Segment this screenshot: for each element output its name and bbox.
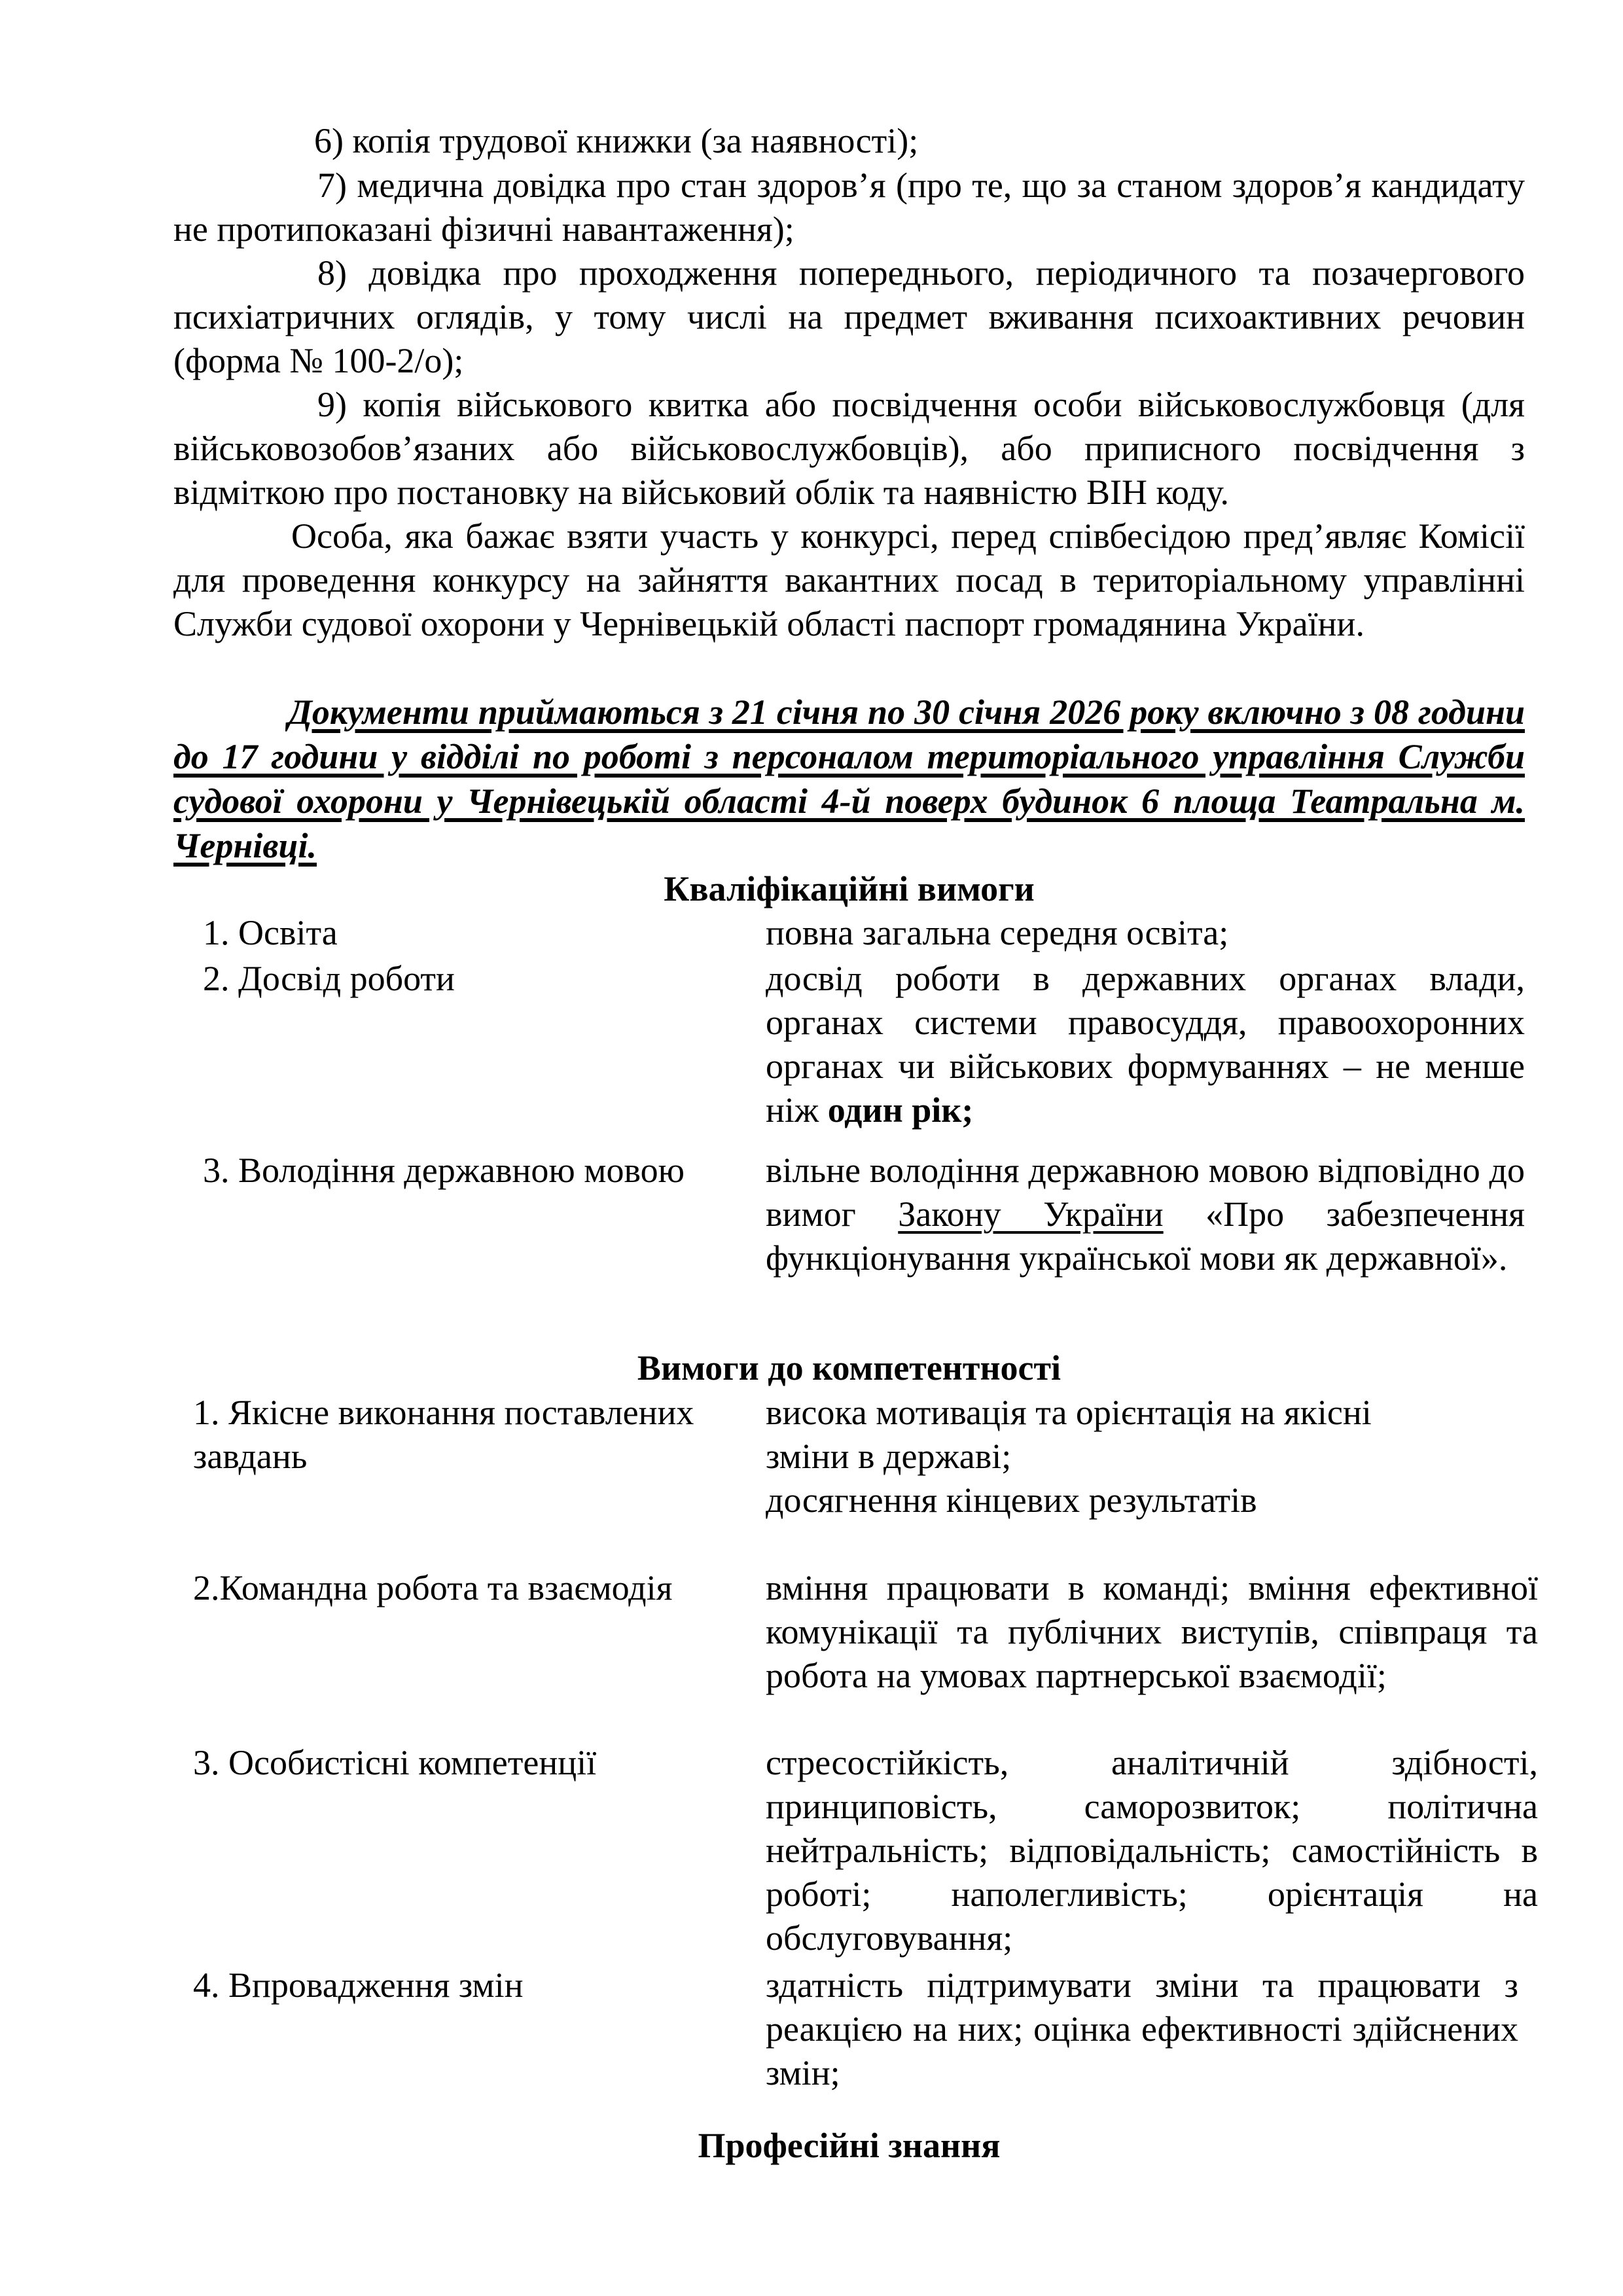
competence-row-2-label: 2.Командна робота та взаємодія xyxy=(193,1568,673,1607)
list-item-7-text: 7) медична довідка про стан здоров’я (про те, що за станом здоров’я кандидату не протипоказані фізичні навантаження); xyxy=(173,166,1525,249)
competence-heading: Вимоги до компетентності xyxy=(637,1348,1061,1388)
documents-notice-text: Документи приймаються з 21 січня по 30 січня 2026 року включно з 08 години до 17 години у відділі по роботі з персоналом територіального управління Служби судової охорони у Чернівецькій області 4-й поверх будинок 6 площа Театральна м. Чернівці. xyxy=(173,692,1525,865)
competence-row-2-value: вміння працювати в команді; вміння ефективної комунікації та публічних виступів, співпраця та робота на умовах партнерської взаємодії; xyxy=(766,1568,1538,1695)
passport-paragraph xyxy=(173,514,1525,646)
competence-row-3-label: 3. Особистісні компетенції xyxy=(193,1743,597,1782)
competence-row-4-label: 4. Впровадження змін xyxy=(193,1965,524,2005)
qualification-row-3-label: 3. Володіння державною мовою xyxy=(203,1151,685,1190)
competence-row-1-value-line-1: висока мотивація та орієнтація на якісні xyxy=(766,1393,1372,1432)
qualification-heading: Кваліфікаційні вимоги xyxy=(664,869,1035,908)
qualification-row-3-value-text: вільне володіння державною мовою відповідно до вимог xyxy=(766,1151,1525,1234)
qualification-row-1-label: 1. Освіта xyxy=(203,913,338,952)
list-item-9 xyxy=(173,383,1525,514)
qualification-row-3-value-suffix: «Про забезпечення функціонування української мови як державної». xyxy=(766,1194,1525,1278)
competence-row-3-value: стресостійкість, аналітичній здібності, принциповість, саморозвиток; політична нейтральність; відповідальність; самостійність в роботі; наполегливість; орієнтація на обслуговування; xyxy=(766,1743,1538,1958)
list-item-6-text: 6) копія трудової книжки (за наявності); xyxy=(314,121,919,160)
qualification-row-2-value-bold: один рік xyxy=(827,1090,962,1130)
qualification-row-2-value-text: досвід роботи в державних органах влади, органах системи правосуддя, правоохоронних органах чи військових формуваннях – не менше ніж xyxy=(766,959,1525,1130)
competence-row-4-value: здатність підтримувати зміни та працювати з реакцією на них; оцінка ефективності здійснених змін; xyxy=(766,1965,1518,2092)
qualification-row-2-label: 2. Досвід роботи xyxy=(203,959,455,998)
qualification-row-3-value xyxy=(766,1149,1525,1280)
competence-row-1-value-line-3: досягнення кінцевих результатів xyxy=(766,1480,1257,1520)
list-item-8 xyxy=(173,251,1525,383)
qualification-row-2-value xyxy=(766,957,1525,1132)
law-of-ukraine-link[interactable]: Закону України xyxy=(898,1194,1164,1234)
competence-row-1-value xyxy=(766,1391,1538,1522)
documents-notice xyxy=(173,690,1525,868)
list-item-6 xyxy=(173,119,1525,163)
competence-row-1-value-line-2: зміни в державі; xyxy=(766,1437,1012,1476)
list-item-8-text: 8) довідка про проходження попереднього, періодичного та позачергового психіатричних оглядів, у тому числі на предмет вживання психоактивних речовин (форма № 100-2/о); xyxy=(173,253,1525,380)
qualification-row-2-value-suffix: ; xyxy=(961,1090,974,1130)
list-item-9-text: 9) копія військового квитка або посвідчення особи військовослужбовця (для військовозобов’язаних або військовослужбовців), або приписного посвідчення з відміткою про постановку на військовий облік та наявністю ВІН коду. xyxy=(173,385,1525,512)
competence-row-1-label: 1. Якісне виконання поставлених завдань xyxy=(193,1393,694,1476)
list-item-7 xyxy=(173,164,1525,251)
passport-paragraph-text: Особа, яка бажає взяти участь у конкурсі, перед співбесідою пред’являє Комісії для проведення конкурсу на зайняття вакантних посад в територіальному управлінні Служби судової охорони у Чернівецькій області паспорт громадянина України. xyxy=(173,516,1525,643)
professional-knowledge-heading: Професійні знання xyxy=(698,2126,1001,2165)
qualification-row-1-value: повна загальна середня освіта; xyxy=(766,913,1229,952)
